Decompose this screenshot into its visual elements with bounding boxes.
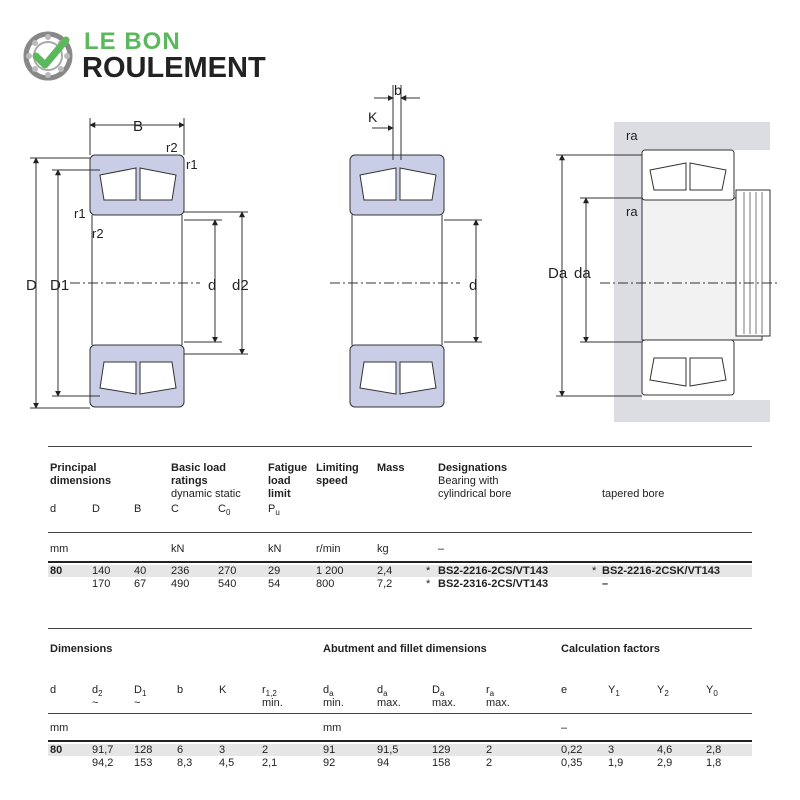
cell-B: 67 <box>134 578 147 590</box>
logo-line1: LE BON <box>84 28 181 55</box>
cell-da-min: 92 <box>323 757 336 769</box>
cell-designation-tapered: BS2-2216-2CSK/VT143 <box>602 565 721 577</box>
cell-Pu: 54 <box>268 578 281 590</box>
divider <box>48 628 752 629</box>
label-Da: Da <box>548 265 568 282</box>
label-ra-top: ra <box>626 128 638 143</box>
cell-ra: 2 <box>486 757 493 769</box>
cell-Y0: 1,8 <box>706 757 722 769</box>
hdr-calc: Calculation factors <box>561 643 661 655</box>
cell-da-min: 91 <box>323 744 336 756</box>
sym-Da: $D_a$ <box>432 684 445 699</box>
sym-da-max: $d_a$ <box>377 684 388 699</box>
cell-ra: 2 <box>486 744 493 756</box>
unit-kN2: kN <box>268 543 282 555</box>
label-D1: D1 <box>50 277 70 294</box>
cell-Y1: 3 <box>608 744 615 756</box>
sym-tilde: ~ <box>134 697 141 709</box>
unit-rmin: r/min <box>316 543 341 555</box>
hdr-mass: Mass <box>377 462 405 474</box>
cell-b: 6 <box>177 744 184 756</box>
cell-star: * <box>426 565 431 577</box>
sym-ra: $r_a$ <box>486 684 495 699</box>
cell-designation: BS2-2216-2CS/VT143 <box>438 565 549 577</box>
label-da: da <box>574 265 591 282</box>
divider <box>48 532 752 533</box>
cell-speed: 800 <box>316 578 335 590</box>
cell-designation: BS2-2316-2CS/VT143 <box>438 578 549 590</box>
cell-Pu: 29 <box>268 565 281 577</box>
unit-mm2: mm <box>323 722 342 734</box>
hdr-limiting-1: Limiting <box>316 462 359 474</box>
label-d2: d2 <box>232 277 249 294</box>
cell-speed: 1 200 <box>316 565 344 577</box>
sym-d2: $d_2$ <box>92 684 103 699</box>
cell-b: 8,3 <box>177 757 193 769</box>
hdr-dynamic-static: dynamic static <box>171 488 241 500</box>
unit-kg: kg <box>377 543 389 555</box>
label-D: D <box>26 277 37 294</box>
sym-b: b <box>177 684 184 696</box>
cell-mass: 2,4 <box>377 565 393 577</box>
sym-B: B <box>134 503 142 515</box>
unit-mm: mm <box>50 722 69 734</box>
cell-d: 80 <box>50 565 63 577</box>
cell-da-max: 94 <box>377 757 390 769</box>
sym-Pu: $P_u$ <box>268 503 280 518</box>
cell-star: * <box>592 565 597 577</box>
divider <box>48 713 752 714</box>
sym-K: K <box>219 684 227 696</box>
sym-max: max. <box>432 697 456 709</box>
cell-Da: 158 <box>432 757 451 769</box>
label-d-2: d <box>469 277 478 294</box>
divider <box>48 446 752 447</box>
sym-r12: $r_{1,2}$ <box>262 684 277 699</box>
sym-Y1: $Y_1$ <box>608 684 620 699</box>
tapered-bore-view <box>330 85 482 407</box>
hdr-designations: Designations <box>438 462 508 474</box>
label-r1-top: r1 <box>186 157 198 172</box>
cell-D: 170 <box>92 578 111 590</box>
label-d: d <box>208 277 217 294</box>
unit-mm: mm <box>50 543 69 555</box>
cell-d: 80 <box>50 744 63 756</box>
cell-B: 40 <box>134 565 147 577</box>
hdr-cylindrical: cylindrical bore <box>438 488 512 500</box>
cell-C0: 270 <box>218 565 237 577</box>
sym-d: d <box>50 684 57 696</box>
sym-max: max. <box>486 697 510 709</box>
cell-e: 0,35 <box>561 757 583 769</box>
cell-C: 490 <box>171 578 190 590</box>
hdr-basic-1: Basic load <box>171 462 227 474</box>
cell-Y0: 2,8 <box>706 744 722 756</box>
cell-d2: 91,7 <box>92 744 114 756</box>
label-B: B <box>133 118 144 135</box>
cell-r12: 2 <box>262 744 269 756</box>
hdr-limiting-2: speed <box>316 475 348 487</box>
sym-D: D <box>92 503 100 515</box>
sym-C: C <box>171 503 179 515</box>
unit-dash: – <box>438 543 445 555</box>
sym-min: min. <box>323 697 344 709</box>
hdr-abutment: Abutment and fillet dimensions <box>323 643 487 655</box>
cell-K: 3 <box>219 744 226 756</box>
unit-kN: kN <box>171 543 185 555</box>
sym-tilde: ~ <box>92 697 99 709</box>
cell-D1: 153 <box>134 757 153 769</box>
cell-mass: 7,2 <box>377 578 393 590</box>
sym-da-min: $d_a$ <box>323 684 334 699</box>
hdr-bearing-with: Bearing with <box>438 475 499 487</box>
sym-max: max. <box>377 697 401 709</box>
unit-dash: – <box>561 722 568 734</box>
label-K: K <box>368 109 378 125</box>
cell-D1: 128 <box>134 744 153 756</box>
cell-Y1: 1,9 <box>608 757 624 769</box>
hdr-tapered: tapered bore <box>602 488 665 500</box>
cell-r12: 2,1 <box>262 757 278 769</box>
label-ra-mid: ra <box>626 204 638 219</box>
divider <box>48 740 752 742</box>
hdr-principal-1: Principal <box>50 462 97 474</box>
cell-da-max: 91,5 <box>377 744 399 756</box>
cell-C0: 540 <box>218 578 237 590</box>
hdr-dimensions: Dimensions <box>50 643 113 655</box>
label-r2-left: r2 <box>92 226 104 241</box>
sym-r12-min: min. <box>262 697 283 709</box>
cell-Y2: 4,6 <box>657 744 673 756</box>
sym-e: e <box>561 684 568 696</box>
label-r1-left: r1 <box>74 206 86 221</box>
sym-Y2: $Y_2$ <box>657 684 669 699</box>
label-r2-top: r2 <box>166 140 178 155</box>
cell-C: 236 <box>171 565 190 577</box>
cell-d2: 94,2 <box>92 757 114 769</box>
bearing-section-view <box>30 118 248 408</box>
sym-d: d <box>50 503 57 515</box>
sym-C0: $C_0$ <box>218 503 231 518</box>
cell-K: 4,5 <box>219 757 235 769</box>
hdr-fatigue-1: Fatigue <box>268 462 308 474</box>
label-b: b <box>394 82 402 98</box>
cell-star: * <box>426 578 431 590</box>
cell-Da: 129 <box>432 744 451 756</box>
sym-D1: $D_1$ <box>134 684 147 699</box>
sym-Y0: $Y_0$ <box>706 684 718 699</box>
hdr-fatigue-2: load <box>268 475 291 487</box>
logo-line2: ROULEMENT <box>82 52 266 84</box>
hdr-principal-2: dimensions <box>50 475 112 487</box>
cell-Y2: 2,9 <box>657 757 673 769</box>
hdr-basic-2: ratings <box>171 475 208 487</box>
hdr-fatigue-3: limit <box>268 488 291 500</box>
row-shade <box>48 744 752 756</box>
cell-designation-tapered: – <box>602 578 609 590</box>
cell-D: 140 <box>92 565 111 577</box>
divider <box>48 561 752 563</box>
cell-e: 0,22 <box>561 744 583 756</box>
